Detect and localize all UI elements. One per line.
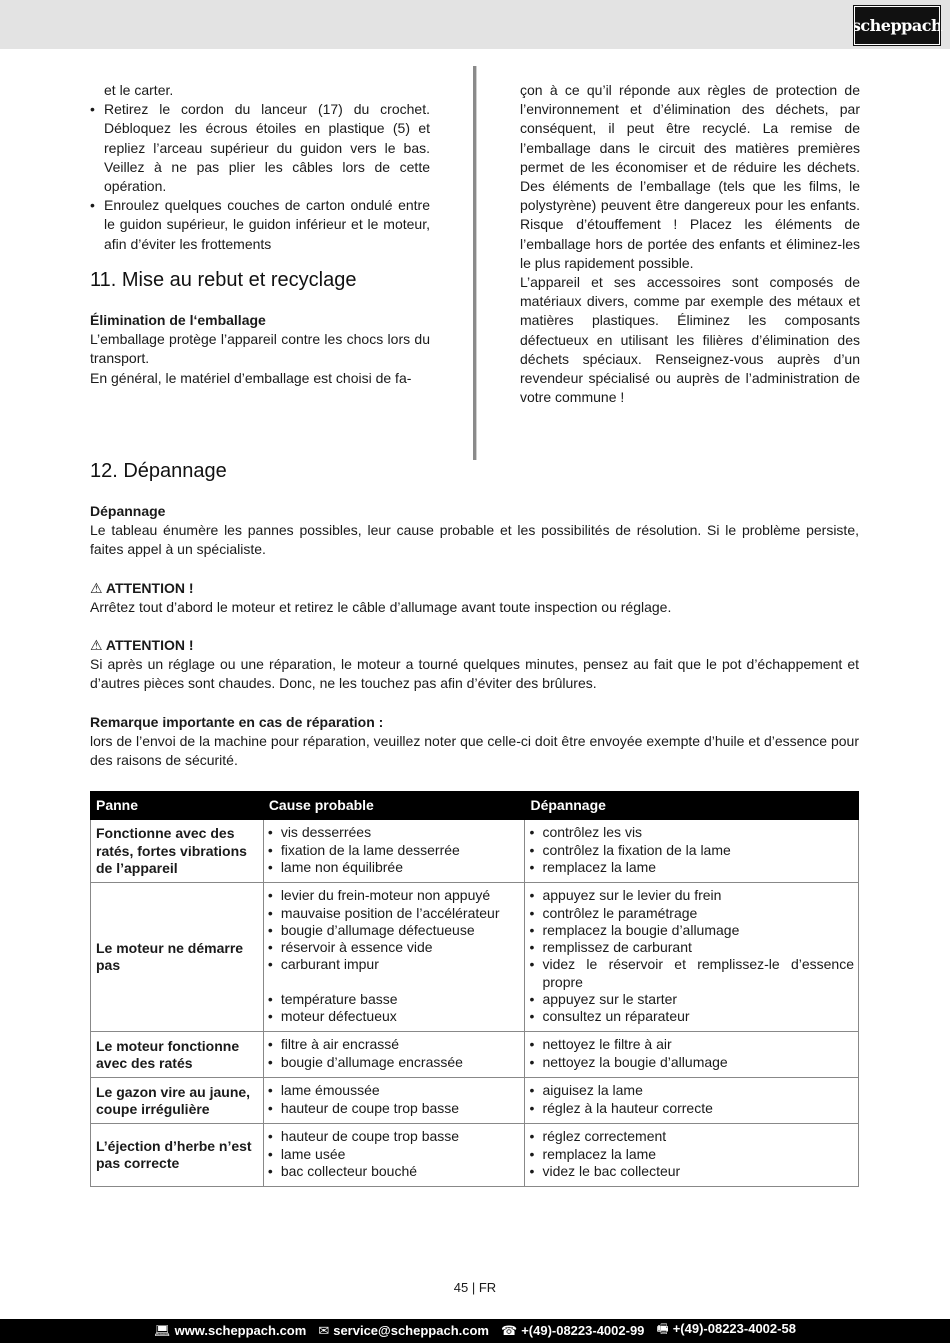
- cause-cell: [263, 883, 525, 1032]
- footer-website[interactable]: [154, 1323, 306, 1339]
- right-column: [520, 81, 860, 407]
- panne-cell: Le moteur fonctionne avec des ratés: [91, 1032, 264, 1078]
- fix-item: • remplissez de carburant: [529, 939, 854, 956]
- header-bar: [0, 0, 950, 49]
- phone-icon: ☎︎: [500, 1323, 518, 1338]
- troubleshoot-intro: Le tableau énumère les pannes possibles, leur cause probable et les possibilités de résolution. Si le problème persiste, faites appel à un spécialiste.: [90, 522, 859, 558]
- panne-cell: Le moteur ne démarre pas: [91, 883, 264, 1032]
- cause-item: • hauteur de coupe trop basse: [268, 1128, 521, 1145]
- packaging-para-1: L’emballage protège l’appareil contre les chocs lors du transport.: [90, 331, 430, 367]
- warning-text: Si après un réglage ou une réparation, le moteur a tourné quelques minutes, pensez au fait que le pot d’échappement et d’autres pièces sont chaudes. Donc, ne les touchez pas afin d’éviter des brûlures.: [90, 656, 859, 692]
- cause-item: • carburant impur: [268, 956, 521, 973]
- remark-title: Remarque importante en cas de réparation :: [90, 714, 384, 730]
- left-column: [90, 81, 430, 254]
- recycling-para-2: L’appareil et ses accessoires sont composés de matériaux divers, comme par exemple des métaux et matières plastiques. Éliminez les composants défectueux en utilisant les filières d’élimination des déchets spéciaux. Renseignez-vous auprès d’un revendeur spécialisé ou auprès de l’administration de votre commune !: [520, 274, 860, 406]
- footer-phone: [501, 1323, 644, 1339]
- troubleshoot-intro-block: [90, 502, 859, 560]
- fix-cell: [525, 883, 859, 1032]
- fix-item: • videz le réservoir et remplissez-le d’essence propre: [529, 956, 854, 991]
- troubleshooting-table: [90, 791, 859, 1187]
- fix-item: • remplacez la lame: [529, 859, 854, 876]
- section-12-title: 12. Dépannage: [90, 460, 227, 482]
- laptop-icon: 💻︎: [154, 1323, 171, 1338]
- table-row: [91, 1078, 859, 1124]
- cause-item: • levier du frein-moteur non appuyé: [268, 887, 521, 904]
- list-item: • Retirez le cordon du lanceur (17) du crochet. Débloquez les écrous étoiles en plastique (5) et repliez l’arceau supérieur du guidon vers le bas. Veillez à ne pas plier les câbles lors de cette opération.: [90, 100, 430, 196]
- spacer: [268, 974, 521, 991]
- phone-text: +(49)-08223-4002-99: [521, 1323, 645, 1338]
- cause-item: • hauteur de coupe trop basse: [268, 1100, 521, 1117]
- troubleshoot-subtitle: Dépannage: [90, 503, 166, 519]
- panne-cell: Le gazon vire au jaune, coupe irrégulière: [91, 1078, 264, 1124]
- cause-item: • température basse: [268, 991, 521, 1008]
- table-row: [91, 883, 859, 1032]
- continued-text: et le carter.: [104, 82, 174, 98]
- fix-cell: [525, 1124, 859, 1187]
- table-row: [91, 820, 859, 883]
- cause-item: • lame émoussée: [268, 1082, 521, 1099]
- fix-item: • contrôlez le paramétrage: [529, 905, 854, 922]
- footer-bar: [0, 1319, 950, 1343]
- cause-item: • bac collecteur bouché: [268, 1163, 521, 1180]
- disassembly-list: [90, 100, 430, 254]
- recycling-para-1: çon à ce qu’il réponde aux règles de protection de l’environnement et d’élimination des déchets, par conséquent, il peut être recyclé. La remise de l’emballage dans le circuit des matières premières permet de les économiser et de réduire les déchets. Des éléments de l’emballage (tels que les films, le polystyrène) peuvent être dangereux pour les enfants. Risque d’étouffement ! Placez les éléments de l’emballage hors de portée des enfants et éliminez-les le plus rapidement possible.: [520, 82, 860, 271]
- cause-item: • lame non équilibrée: [268, 859, 521, 876]
- list-item: • Enroulez quelques couches de carton ondulé entre le guidon supérieur, le guidon inférieur et le moteur, afin d’éviter les frottements: [90, 196, 430, 254]
- table-row: [91, 1124, 859, 1187]
- fix-item: • nettoyez le filtre à air: [529, 1036, 854, 1053]
- cause-item: • moteur défectueux: [268, 1008, 521, 1025]
- header-depannage: Dépannage: [525, 792, 859, 820]
- fix-item: • consultez un réparateur: [529, 1008, 854, 1025]
- fix-item: • nettoyez la bougie d’allumage: [529, 1054, 854, 1071]
- website-text: www.scheppach.com: [174, 1323, 307, 1338]
- column-divider: [473, 66, 477, 460]
- footer-email[interactable]: [318, 1323, 489, 1339]
- fix-item: • réglez à la hauteur correcte: [529, 1100, 854, 1117]
- cause-cell: [263, 1078, 525, 1124]
- cause-cell: [263, 1124, 525, 1187]
- cause-item: • lame usée: [268, 1146, 521, 1163]
- brand-logo: scheppach: [854, 6, 940, 45]
- cause-item: • réservoir à essence vide: [268, 939, 521, 956]
- fix-cell: [525, 1078, 859, 1124]
- cause-item: • bougie d’allumage défectueuse: [268, 922, 521, 939]
- table-header-row: [91, 792, 859, 820]
- repair-remark-block: [90, 713, 859, 771]
- packaging-subtitle: Élimination de l‘emballage: [90, 312, 266, 328]
- fix-item: • appuyez sur le starter: [529, 991, 854, 1008]
- header-cause: Cause probable: [263, 792, 525, 820]
- fix-item: • videz le bac collecteur: [529, 1163, 854, 1180]
- warning-label: ⚠ ATTENTION !: [90, 580, 194, 596]
- fix-item: • réglez correctement: [529, 1128, 854, 1145]
- cause-item: • mauvaise position de l’accélérateur: [268, 905, 521, 922]
- table-row: [91, 1032, 859, 1078]
- cause-cell: [263, 1032, 525, 1078]
- cause-item: • bougie d’allumage encrassée: [268, 1054, 521, 1071]
- envelope-icon: ✉︎: [318, 1323, 330, 1338]
- fix-item: • appuyez sur le levier du frein: [529, 887, 854, 904]
- fax-text: +(49)-08223-4002-58: [672, 1321, 796, 1336]
- cause-cell: [263, 820, 525, 883]
- warning-label: ⚠ ATTENTION !: [90, 637, 194, 653]
- page-number: 45 | FR: [453, 1280, 497, 1295]
- warning-block-2: [90, 636, 859, 694]
- warning-text: Arrêtez tout d’abord le moteur et retirez le câble d’allumage avant toute inspection ou réglage.: [90, 599, 672, 616]
- fix-item: • remplacez la bougie d’allumage: [529, 922, 854, 939]
- packaging-para-2: En général, le matériel d’emballage est choisi de fa-: [90, 369, 412, 386]
- fix-item: • aiguisez la lame: [529, 1082, 854, 1099]
- fix-item: • remplacez la lame: [529, 1146, 854, 1163]
- cause-item: • vis desserrées: [268, 824, 521, 841]
- fix-cell: [525, 820, 859, 883]
- email-text: service@scheppach.com: [333, 1323, 489, 1338]
- packaging-block: [90, 311, 430, 388]
- section-11-title: 11. Mise au rebut et recyclage: [90, 269, 357, 291]
- panne-cell: L’éjection d’herbe n’est pas correcte: [91, 1124, 264, 1187]
- fax-icon: 🖷︎: [656, 1321, 669, 1336]
- warning-block-1: [90, 579, 859, 617]
- footer-fax: [656, 1320, 796, 1342]
- remark-text: lors de l’envoi de la machine pour réparation, veuillez noter que celle-ci doit être envoyée exempte d’huile et d’essence pour des raisons de sécurité.: [90, 733, 859, 769]
- fix-item: • contrôlez la fixation de la lame: [529, 842, 854, 859]
- fix-item: • contrôlez les vis: [529, 824, 854, 841]
- header-panne: Panne: [91, 792, 264, 820]
- cause-item: • fixation de la lame desserrée: [268, 842, 521, 859]
- cause-item: • filtre à air encrassé: [268, 1036, 521, 1053]
- fix-cell: [525, 1032, 859, 1078]
- panne-cell: Fonctionne avec des ratés, fortes vibrations de l’appareil: [91, 820, 264, 883]
